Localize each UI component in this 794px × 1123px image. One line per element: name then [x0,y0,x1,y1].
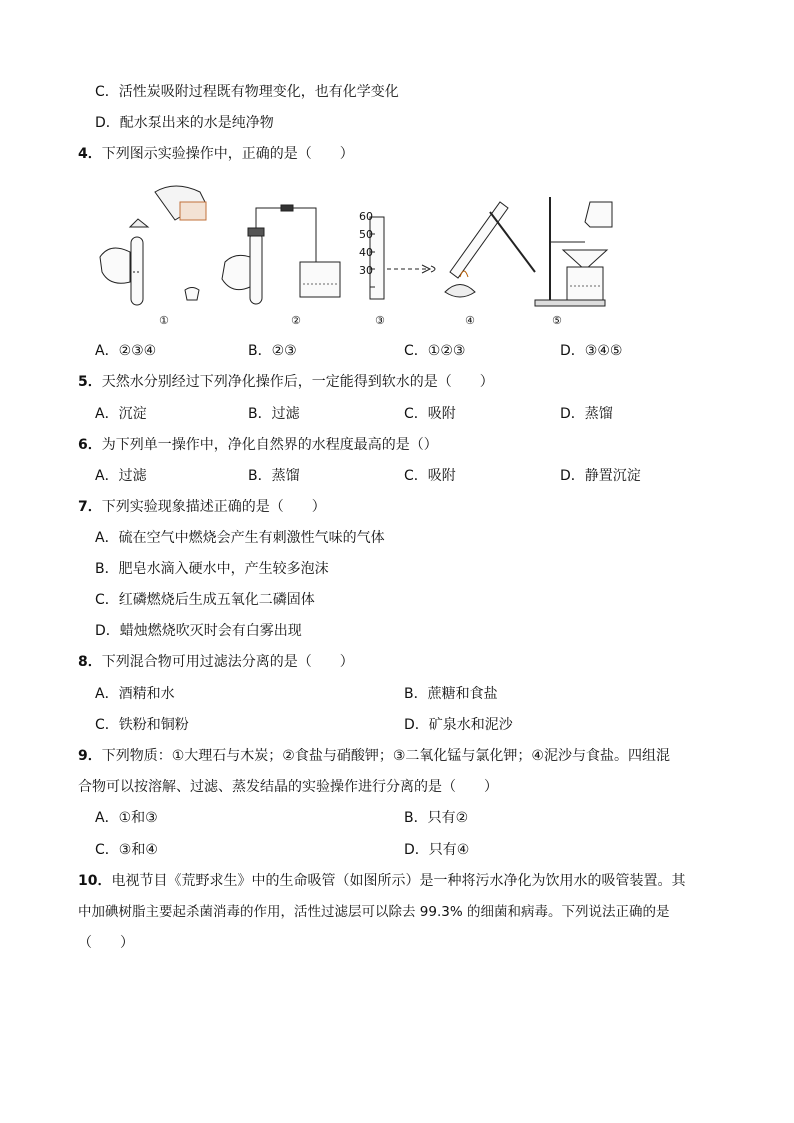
q7-stem-text: 下列实验现象描述正确的是（ ） [101,499,326,515]
graduated-cylinder-icon [370,217,435,299]
figure-label-2: ② [291,314,301,327]
q3-option-d: D．配水泵出来的水是纯净物 [95,115,274,131]
q8-stem [78,652,354,672]
q9-option-c: C．③和④ [95,842,158,858]
figure-label-3: ③ [375,314,385,327]
figure-label-5: ⑤ [552,314,562,327]
q6-stem-text: 为下列单一操作中，净化自然界的水程度最高的是（） [101,437,438,453]
q5-stem [78,372,494,392]
q6-option-b: B．蒸馏 [248,468,300,484]
figure-label-1: ① [159,314,169,327]
heating-test-tube-icon [445,202,535,297]
q9-option-d: D．只有④ [404,842,470,858]
q7-option-c: C．红磷燃烧后生成五氧化二磷固体 [95,592,315,608]
scale-tick-50: 50 [359,228,373,241]
q7-option-d: D．蜡烛燃烧吹灭时会有白雾出现 [95,623,302,639]
q8-option-a: A．酒精和水 [95,686,175,702]
q10-number: 10． [78,873,112,889]
q8-number: 8． [78,654,102,670]
pouring-liquid-icon [100,186,206,305]
q6-option-a: A．过滤 [95,468,147,484]
q9-stem-line1 [78,746,670,766]
q9-stem-line2: 合物可以按溶解、过滤、蒸发结晶的实验操作进行分离的是（ ） [78,779,498,795]
q10-stem-line3: （ ） [78,935,134,951]
figure-label-4: ④ [465,314,475,327]
q9-number: 9． [78,748,102,764]
q8-option-d: D．矿泉水和泥沙 [404,717,513,733]
q7-option-b: B．肥皂水滴入硬水中，产生较多泡沫 [95,561,329,577]
scale-tick-60: 60 [359,210,373,223]
q7-option-a: A．硫在空气中燃烧会产生有刺激性气味的气体 [95,530,385,546]
q6-number: 6． [78,437,102,453]
q5-option-c: C．吸附 [404,406,456,422]
q6-stem [78,435,438,455]
q8-option-b: B．蔗糖和食盐 [404,686,498,702]
q4-stem-text: 下列图示实验操作中，正确的是（ ） [101,146,354,162]
q3-option-c: C．活性炭吸附过程既有物理变化，也有化学变化 [95,84,399,100]
q4-number: 4． [78,146,102,162]
q4-option-a: A．②③④ [95,343,157,359]
q9-option-a: A．①和③ [95,810,158,826]
q10-stem-line2: 中加碘树脂主要起杀菌消毒的作用，活性过滤层可以除去 99.3% 的细菌和病毒。下列说法正确的是 [78,904,670,920]
q5-stem-text: 天然水分别经过下列净化操作后，一定能得到软水的是（ ） [101,374,494,390]
q9-option-b: B．只有② [404,810,469,826]
q5-option-b: B．过滤 [248,406,300,422]
q8-option-c: C．铁粉和铜粉 [95,717,189,733]
q4-stem [78,144,354,164]
q10-stem-text-1: 电视节目《荒野求生》中的生命吸管（如图所示）是一种将污水净化为饮用水的吸管装置。其 [111,873,686,889]
q5-number: 5． [78,374,102,390]
scale-tick-30: 30 [359,264,373,277]
q7-stem [78,497,326,517]
q10-stem-line1 [78,871,685,891]
q5-option-a: A．沉淀 [95,406,147,422]
q8-stem-text: 下列混合物可用过滤法分离的是（ ） [101,654,354,670]
filtration-apparatus-icon [535,197,612,306]
q6-option-d: D．静置沉淀 [560,468,641,484]
airtightness-check-icon [222,205,340,304]
q4-option-c: C．①②③ [404,343,466,359]
q4-option-d: D．③④⑤ [560,343,623,359]
scale-tick-40: 40 [359,246,373,259]
q7-number: 7． [78,499,102,515]
q4-option-b: B．②③ [248,343,297,359]
q9-stem-text-1: 下列物质：①大理石与木炭；②食盐与硝酸钾；③二氧化锰与氯化钾；④泥沙与食盐。四组混 [101,748,670,764]
q5-option-d: D．蒸馏 [560,406,613,422]
q4-figure [95,172,635,332]
q6-option-c: C．吸附 [404,468,456,484]
